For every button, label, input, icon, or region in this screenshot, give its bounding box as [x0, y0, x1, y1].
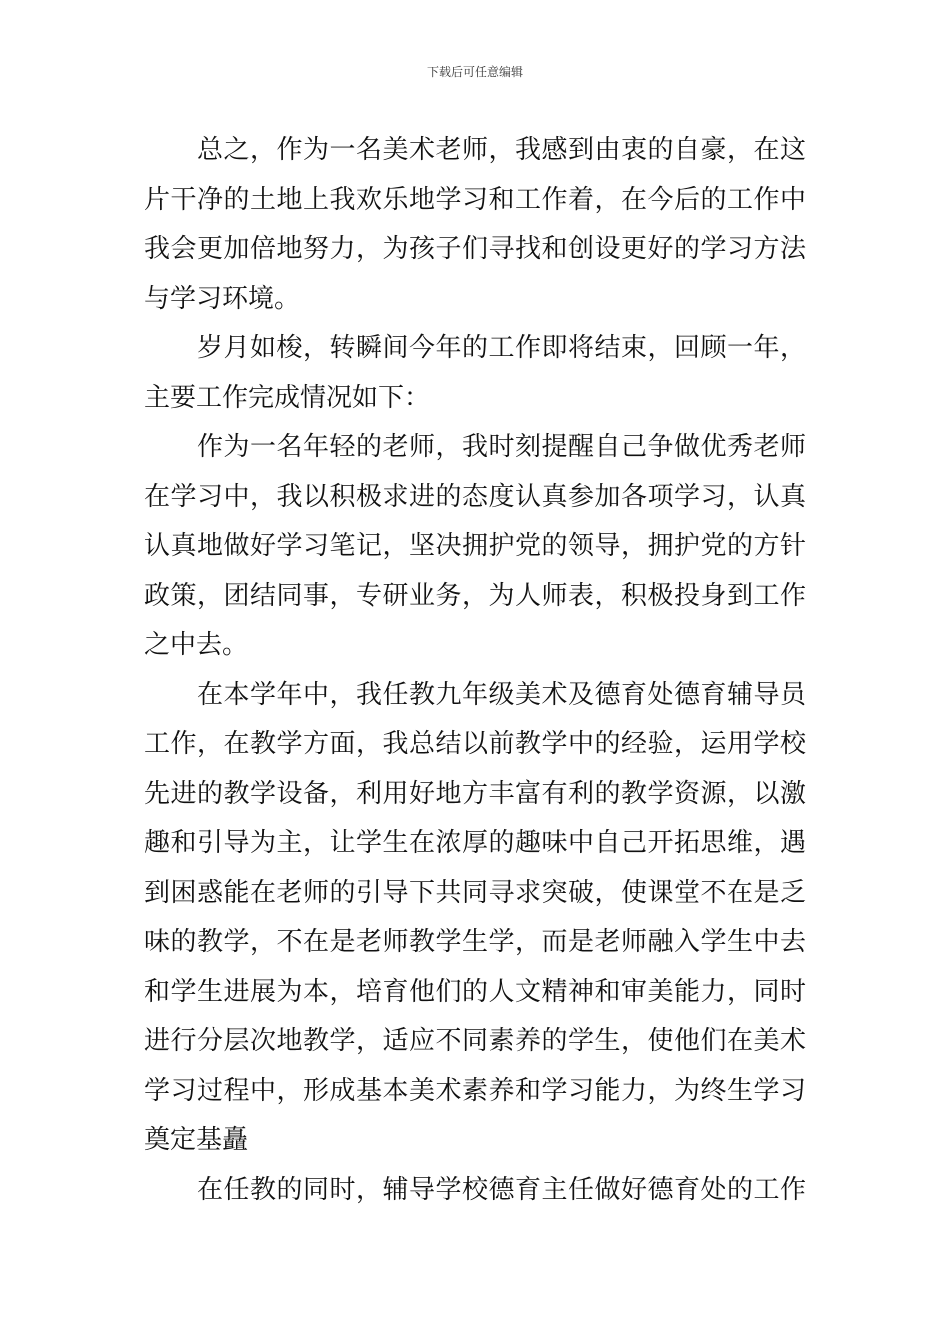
text-line: 片干净的土地上我欢乐地学习和工作着，在今后的工作中	[144, 184, 806, 215]
text-line: 主要工作完成情况如下：	[144, 382, 431, 413]
text-line: 与学习环境。	[144, 283, 301, 314]
text-line: 岁月如梭，转瞬间今年的工作即将结束，回顾一年，	[197, 333, 806, 363]
text-line: 和学生进展为本，培育他们的人文精神和审美能力，同时	[144, 976, 806, 1007]
text-line: 学习过程中，形成基本美术素养和学习能力，为终生学习	[144, 1075, 806, 1106]
page-header: 下载后可任意编辑	[426, 65, 523, 79]
paragraph	[144, 671, 806, 1166]
text-line: 政策，团结同事，专研业务，为人师表，积极投身到工作	[144, 580, 806, 611]
text-line: 在任教的同时，辅导学校德育主任做好德育处的工作	[197, 1174, 806, 1205]
text-line: 到困惑能在老师的引导下共同寻求突破，使课堂不在是乏	[144, 877, 806, 908]
text-line: 在本学年中，我任教九年级美术及德育处德育辅导员	[197, 679, 806, 710]
text-line: 之中去。	[144, 630, 249, 660]
text-line: 总之，作为一名美术老师，我感到由衷的自豪，在这	[197, 135, 806, 165]
text-line: 趣和引导为主，让学生在浓厚的趣味中自己开拓思维，遇	[144, 828, 806, 858]
text-line: 我会更加倍地努力，为孩子们寻找和创设更好的学习方法	[144, 234, 806, 264]
text-line: 先进的教学设备，利用好地方丰富有利的教学资源，以激	[144, 778, 806, 809]
paragraph	[144, 1166, 806, 1216]
paragraph	[144, 126, 806, 324]
paragraph	[144, 324, 806, 423]
text-line: 进行分层次地教学，适应不同素养的学生，使他们在美术	[144, 1026, 806, 1056]
text-line: 奠定基矗	[144, 1125, 249, 1155]
text-line: 工作，在教学方面，我总结以前教学中的经验，运用学校	[144, 729, 806, 759]
paragraph	[144, 423, 806, 671]
text-line: 味的教学，不在是老师教学生学，而是老师融入学生中去	[144, 927, 806, 957]
text-line: 在学习中，我以积极求进的态度认真参加各项学习，认真	[144, 481, 806, 512]
text-line: 作为一名年轻的老师，我时刻提醒自己争做优秀老师	[197, 432, 806, 462]
document-body	[144, 126, 806, 1215]
text-line: 认真地做好学习笔记，坚决拥护党的领导，拥护党的方针	[144, 531, 806, 561]
